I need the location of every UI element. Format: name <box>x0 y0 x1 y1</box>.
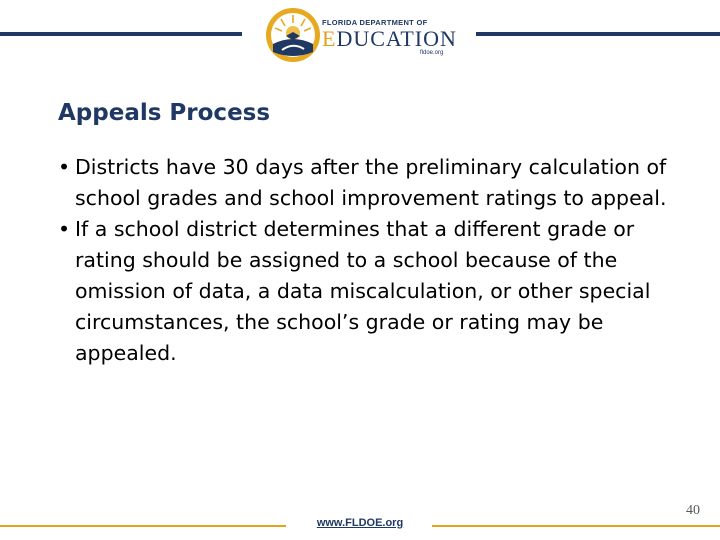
bullet-list <box>58 152 688 369</box>
page-number: 40 <box>686 503 700 518</box>
bullet-marker: • <box>58 217 71 241</box>
bullet-item <box>58 152 688 214</box>
bullet-text: If a school district determines that a different grade or rating should be assigned to a school because of the omission of data, a data miscalculation, or other special circumstances, the school’s grade or rating may be appealed. <box>75 217 651 365</box>
slide-title: Appeals Process <box>58 100 271 126</box>
bullet-text: Districts have 30 days after the preliminary calculation of school grades and school improvement ratings to appeal. <box>75 155 667 210</box>
state-seal-icon <box>264 6 322 64</box>
logo-agency-name: FLORIDA DEPARTMENT OF <box>322 18 428 27</box>
logo-wordmark-initial: E <box>322 26 337 51</box>
logo-url: fldoe.org <box>420 50 444 56</box>
header-rule-left <box>0 32 242 36</box>
bullet-marker: • <box>58 155 71 179</box>
bullet-item <box>58 214 688 369</box>
logo-wordmark <box>322 26 457 52</box>
header-rule-right <box>476 32 720 36</box>
footer-rule-left <box>0 525 286 527</box>
footer-rule-right <box>432 525 720 527</box>
logo-wordmark-rest: DUCATION <box>336 26 457 51</box>
fldoe-logo <box>264 6 464 64</box>
website-link[interactable]: www.FLDOE.org <box>316 517 404 529</box>
